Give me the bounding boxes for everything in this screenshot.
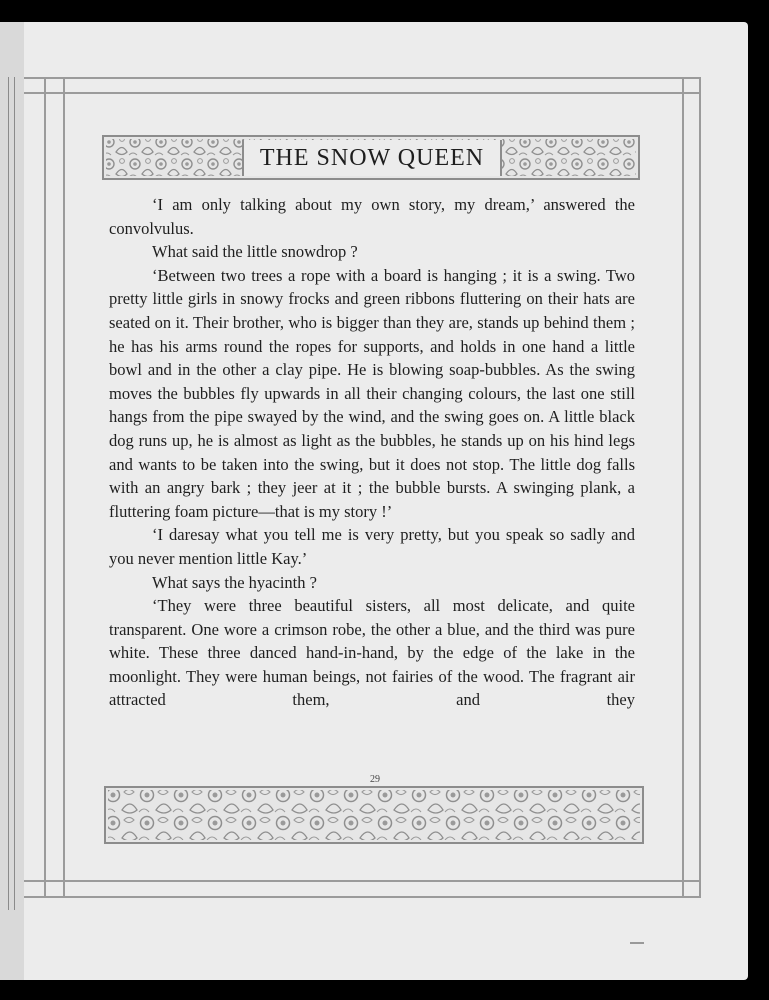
page-mark [630,942,644,944]
footer-ornament [104,786,644,844]
paragraph: ‘I am only talking about my own story, my dream,’ answered the convolvulus. [109,195,635,238]
body-text [109,193,635,712]
facing-page-rule [14,77,15,910]
paragraph: ‘Between two trees a rope with a board is hanging ; it is a swing. Two pretty little girls in snowy frocks and green ribbons fluttering on their hats are seated on it. Their brother, who is bigger than they are, stands up behind them ; he has his arms round the ropes for supports, and holds in one hand a little bowl and in the other a clay pipe. He is blowing soap-bubbles. As the swing moves the bubbles fly upwards in all their changing colours, the last one still hangs from the pipe swayed by the wind, and the swing goes on. A little black dog runs up, he is almost as light as the bubbles, he stands up on his hind legs and wants to be taken into the swing, but it does not stop. The little dog falls with an angry bark ; they jeer at it ; the bubble bursts. A swinging plank, a fluttering foam picture—that is my story !’ [109,265,635,521]
paragraph: What says the hyacinth ? [152,572,317,592]
frame-rule-right-inner [682,77,684,898]
page-title: THE SNOW QUEEN [242,140,502,176]
frame-rule-left-outer [44,77,46,898]
frame-rule-bottom-outer [24,896,701,898]
paragraph: What said the little snowdrop ? [152,242,358,262]
frame-rule-top-inner [24,92,701,94]
frame-rule-bottom-inner [24,880,701,882]
page-number: 29 [370,774,380,785]
frame-rule-top-outer [24,77,701,79]
frame-rule-left-inner [63,77,65,898]
facing-page-rule [8,77,9,910]
facing-page-edge [0,22,25,980]
frame-rule-right-outer [699,77,701,898]
paragraph: ‘They were three beautiful sisters, all most delicate, and quite transparent. One wore a crimson robe, the other a blue, and the third was pure white. These three danced hand-in-hand, by the edge of the lake in the moonlight. They were human beings, not fairies of the wood. The fragrant air attracted them, and they [109,596,635,710]
paragraph: ‘I daresay what you tell me is very pretty, but you speak so sadly and you never mention little Kay.’ [109,525,635,568]
